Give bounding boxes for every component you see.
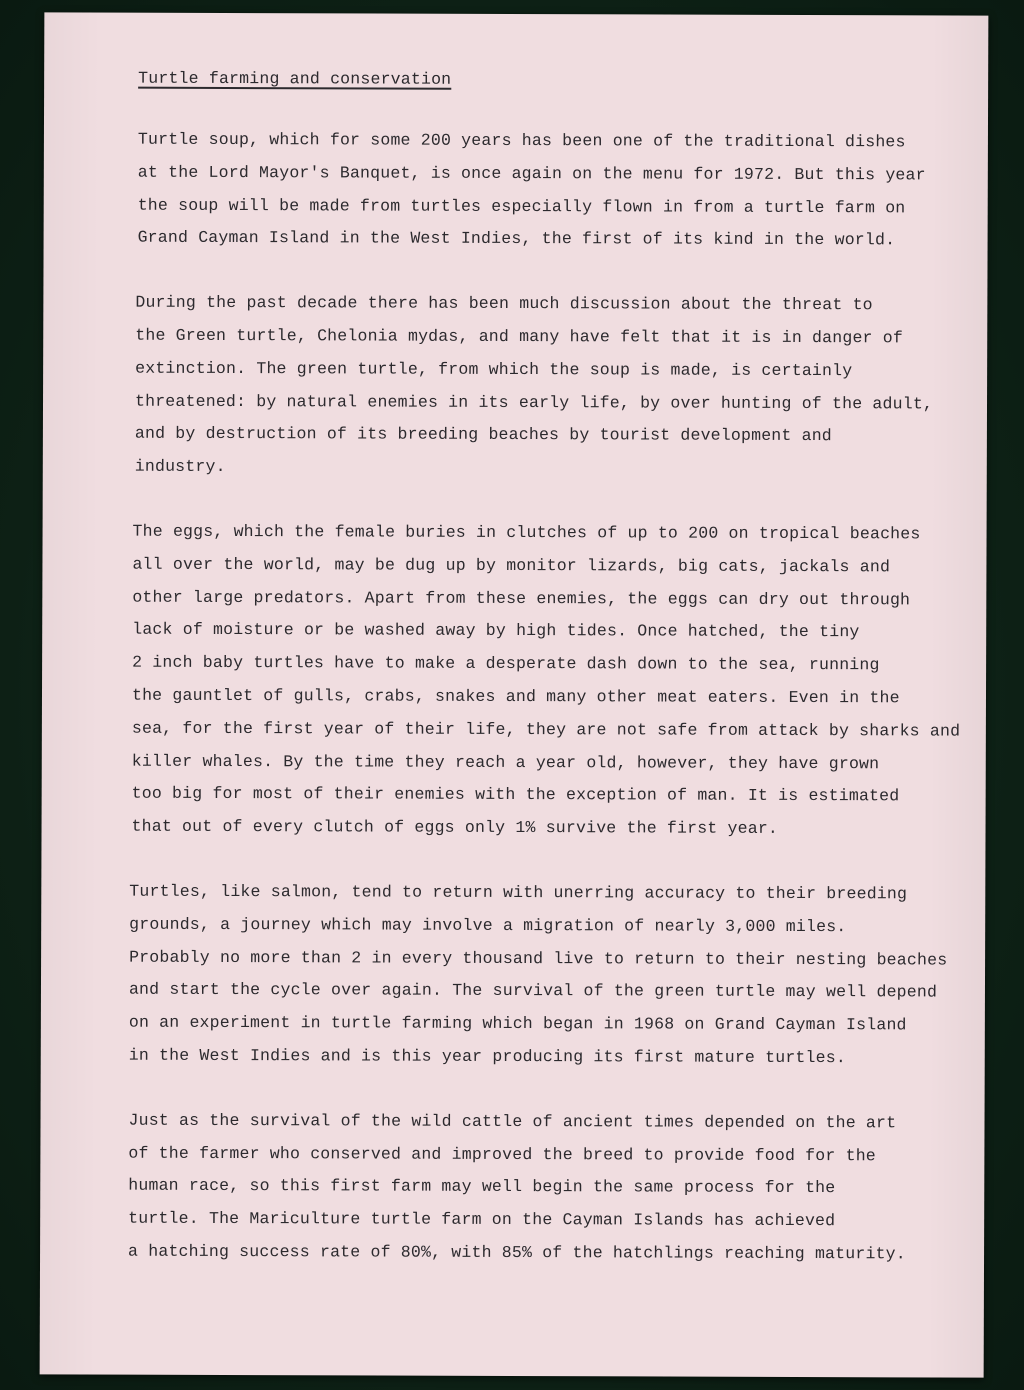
text-line: Just as the survival of the wild cattle of ancient times depended on the art	[128, 1110, 897, 1133]
paragraph-migration	[128, 876, 948, 1076]
text-line: Turtles, like salmon, tend to return with unerring accuracy to their breeding	[129, 881, 908, 904]
text-line: Turtle soup, which for some 200 years has been one of the traditional dishes	[137, 129, 906, 152]
text-line: at the Lord Mayor's Banquet, is once again on the menu for 1972. But this year	[137, 162, 926, 185]
text-line: of the farmer who conserved and improved the breed to provide food for the	[128, 1143, 876, 1165]
text-line: lack of moisture or be washed away by high tides. Once hatched, the tiny	[132, 620, 860, 642]
document-title: Turtle farming and conservation	[138, 68, 452, 89]
text-line: Grand Cayman Island in the West Indies, the first of its kind in the world.	[137, 228, 896, 250]
text-line: turtle. The Mariculture turtle farm on the Cayman Islands has achieved	[128, 1208, 836, 1231]
text-line: and by destruction of its breeding beaches by tourist development and	[134, 424, 832, 446]
document-body	[128, 68, 961, 1271]
text-line: human race, so this first farm may well begin the same process for the	[128, 1175, 836, 1198]
paragraph-farming	[128, 1104, 911, 1271]
text-line: grounds, a journey which may involve a migration of nearly 3,000 miles.	[129, 914, 847, 936]
text-line: The eggs, which the female buries in clutches of up to 200 on tropical beaches	[132, 521, 921, 544]
text-line: 2 inch baby turtles have to make a desperate dash down to the sea, running	[132, 652, 880, 675]
text-line: threatened: by natural enemies in its early life, by over hunting of the adult,	[134, 391, 934, 414]
text-line: sea, for the first year of their life, they are not safe from attack by sharks and	[131, 718, 961, 741]
text-line: and start the cycle over again. The survival of the green turtle may well depend	[128, 979, 938, 1002]
text-line: the soup will be made from turtles especially flown in from a turtle farm on	[137, 195, 906, 217]
text-line: on an experiment in turtle farming which began in 1968 on Grand Cayman Island	[128, 1012, 907, 1035]
text-line: all over the world, may be dug up by monitor lizards, big cats, jackals and	[132, 554, 891, 577]
text-line: industry.	[134, 456, 226, 477]
text-line: During the past decade there has been much discussion about the threat to	[135, 292, 873, 315]
text-line: Probably no more than 2 in every thousand live to return to their nesting beaches	[129, 947, 948, 970]
text-line: the gauntlet of gulls, crabs, snakes and many other meat eaters. Even in the	[131, 685, 900, 708]
paragraph-threat	[134, 287, 934, 486]
paragraph-turtle-soup	[137, 124, 926, 258]
text-line: a hatching success rate of 80%, with 85% of the hatchlings reaching maturity.	[128, 1241, 906, 1264]
paragraph-eggs	[131, 516, 961, 847]
text-line: extinction. The green turtle, from which the soup is made, is certainly	[135, 358, 853, 380]
text-line: too big for most of their enemies with the exception of man. It is estimated	[131, 784, 900, 806]
text-line: that out of every clutch of eggs only 1% survive the first year.	[131, 816, 779, 839]
text-line: other large predators. Apart from these enemies, the eggs can dry out through	[132, 587, 911, 609]
paper-sheet	[40, 12, 989, 1377]
text-line: killer whales. By the time they reach a year old, however, they have grown	[131, 751, 880, 773]
text-line: in the West Indies and is this year producing its first mature turtles.	[128, 1045, 846, 1068]
text-line: the Green turtle, Chelonia mydas, and many have felt that it is in danger of	[135, 325, 904, 348]
